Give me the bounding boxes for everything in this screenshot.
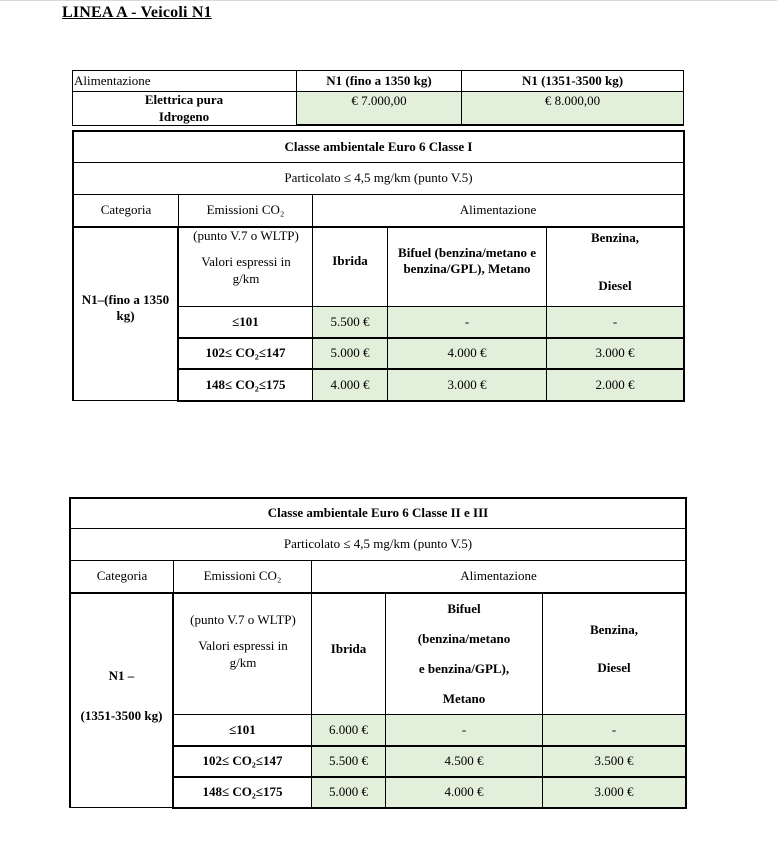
t1-valori: Valori espressi in g/km: [201, 254, 291, 286]
price-col-header: Alimentazione: [74, 72, 151, 88]
t2-row-3-range: 148≤ CO₂≤175: [202, 784, 283, 800]
t2-header-ibrida: Ibrida: [330, 640, 367, 656]
t1-row-1-range: ≤101: [232, 313, 259, 329]
t2-header-alimentazione: Alimentazione: [460, 568, 537, 584]
t1-header-alimentazione: Alimentazione: [459, 202, 537, 218]
t2-row-2-range: 102≤ CO₂≤147: [202, 753, 283, 769]
t2-header-bifuel-2: (benzina/metano: [417, 630, 511, 646]
t2-header-categoria: Categoria: [96, 568, 148, 584]
t2-row-2-ibrida: 5.500 €: [329, 753, 368, 769]
t2-emissioni-note: [175, 612, 311, 692]
t1-row-1-bifuel: -: [464, 313, 470, 329]
t1-row-2-range: 102≤ CO₂≤147: [205, 345, 286, 361]
t1-row-3-range: 148≤ CO₂≤175: [205, 376, 286, 392]
t2-header-bifuel: [386, 594, 542, 714]
t2-header-bifuel-3: e benzina/GPL),: [418, 660, 510, 676]
t1-header-emissioni: Emissioni CO₂: [206, 202, 285, 218]
t1-punto: (punto V.7 o WLTP): [193, 228, 299, 243]
t2-categoria-1: N1 –: [108, 668, 135, 683]
t1-row-1-ibrida: 5.500 €: [330, 313, 370, 329]
price-large-value: € 8.000,00: [544, 92, 601, 108]
t1-header-categoria: Categoria: [100, 202, 152, 218]
t2-row-1-benzina: -: [611, 721, 617, 737]
t1-row-2-ibrida: 5.000 €: [330, 345, 370, 361]
t2-header-bifuel-1: Bifuel: [447, 600, 481, 616]
price-row-labels: [73, 92, 295, 125]
t2-particolato: Particolato ≤ 4,5 mg/km (punto V.5): [283, 536, 473, 552]
t2-categoria: [71, 668, 172, 724]
t2-row-3-bifuel: 4.000 €: [444, 784, 484, 800]
price-row-label-idrogeno: Idrogeno: [158, 108, 210, 124]
t1-row-3-ibrida: 4.000 €: [330, 376, 370, 392]
t1-header-benzina-1: Benzina,: [590, 230, 640, 245]
t2-valori: Valori espressi in g/km: [198, 638, 288, 670]
page-title: LINEA A - Veicoli N1: [62, 4, 212, 21]
t1-row-2-bifuel: 4.000 €: [447, 345, 487, 361]
t2-header-emissioni: Emissioni CO₂: [203, 568, 282, 584]
t1-categoria: N1–(fino a 1350 kg): [81, 291, 170, 323]
t2-punto: (punto V.7 o WLTP): [190, 612, 296, 627]
t2-row-2-bifuel: 4.500 €: [444, 753, 484, 769]
t1-header-benzina: [547, 230, 683, 294]
t1-row-3-benzina: 2.000 €: [595, 376, 635, 392]
t2-row-3-ibrida: 5.000 €: [329, 784, 368, 800]
t2-row-1-range: ≤101: [229, 721, 256, 737]
t2-categoria-2: (1351-3500 kg): [80, 707, 163, 723]
price-col-n1-small: N1 (fino a 1350 kg): [326, 72, 432, 88]
t1-row-1-benzina: -: [612, 313, 618, 329]
t1-particolato: Particolato ≤ 4,5 mg/km (punto V.5): [284, 170, 473, 186]
t2-header-benzina-2: Diesel: [597, 659, 631, 675]
t2-header-bifuel-4: Metano: [442, 690, 486, 706]
t2-row-3-benzina: 3.000 €: [594, 784, 634, 800]
t2-header-benzina-1: Benzina,: [589, 622, 639, 637]
price-row-label-elettrica: Elettrica pura: [144, 92, 224, 108]
price-small-value: € 7.000,00: [351, 92, 407, 108]
t2-row-1-bifuel: -: [461, 721, 467, 737]
t1-row-2-benzina: 3.000 €: [595, 345, 635, 361]
price-col-n1-large: N1 (1351-3500 kg): [521, 72, 624, 88]
t2-header-benzina: [543, 622, 685, 676]
t1-header-bifuel: Bifuel (benzina/metano e benzina/GPL), Metano: [398, 244, 536, 276]
t1-classe: Classe ambientale Euro 6 Classe I: [284, 138, 473, 154]
t1-header-ibrida: Ibrida: [332, 252, 368, 268]
page-top-rule: [0, 0, 777, 1]
t1-row-3-bifuel: 3.000 €: [447, 376, 487, 392]
t2-row-2-benzina: 3.500 €: [594, 753, 634, 769]
t2-classe: Classe ambientale Euro 6 Classe II e III: [267, 505, 489, 521]
t2-row-1-ibrida: 6.000 €: [329, 721, 368, 737]
t1-header-benzina-2: Diesel: [598, 277, 632, 293]
t1-emissioni-note: [180, 228, 312, 306]
